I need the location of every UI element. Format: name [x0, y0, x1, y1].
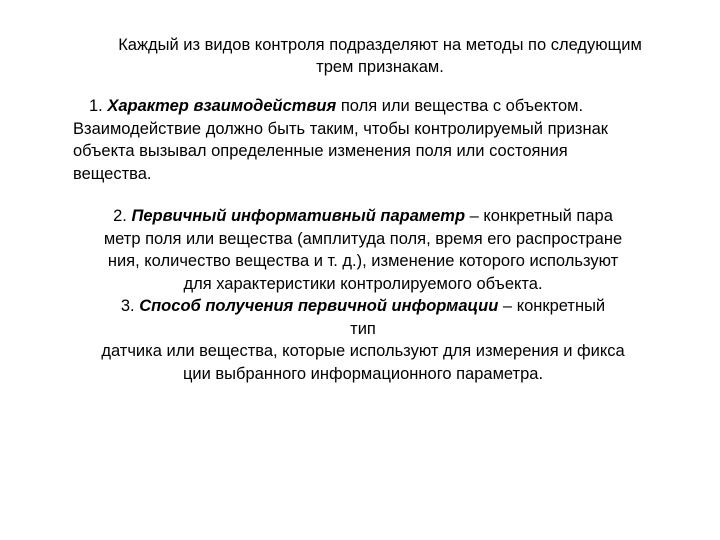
items-2-3-block [70, 205, 656, 385]
intro-paragraph [80, 34, 680, 78]
intro-line-1: Каждый из видов контроля подразделяют на методы по следующим [118, 36, 642, 54]
item-2-line-2: метр поля или вещества (амплитуда поля, время его распростране [103, 229, 623, 248]
item-3-line-1 [70, 295, 656, 318]
item-1-rest: поля или вещества с объектом. [336, 97, 584, 115]
item-3-number: 3. [120, 297, 135, 315]
intro-line-2: трем признакам. [316, 58, 444, 76]
item-2-rest: – конкретный пара [465, 207, 613, 225]
item-3-line-3: датчика или вещества, которые используют для измерения и фикса [101, 342, 625, 360]
item-3-line-4: ции выбранного информационного параметра. [182, 364, 544, 383]
item-2-term: Первичный информативный параметр [131, 207, 466, 225]
item-3-term: Способ получения первичной информации [139, 297, 499, 315]
item-2-line-1 [70, 205, 656, 228]
item-1-number: 1. [89, 97, 103, 115]
item-3-line-2: тип [350, 319, 376, 338]
item-1-line-4: вещества. [73, 164, 152, 183]
item-1-line-2: Взаимодействие должно быть таким, чтобы контролируемый признак [73, 119, 608, 138]
item-3-rest: – конкретный [498, 297, 606, 315]
item-1-line-1 [73, 95, 673, 118]
item-1-line-3: объекта вызывал определенные изменения поля или состояния [73, 142, 568, 160]
item-1-term: Характер взаимодействия [107, 97, 337, 115]
item-1-paragraph [73, 95, 673, 185]
item-2-line-4: для характеристики контролируемого объекта. [183, 274, 543, 293]
item-2-line-3: ния, количество вещества и т. д.), изменение которого используют [107, 252, 619, 270]
item-2-number: 2. [113, 207, 127, 225]
